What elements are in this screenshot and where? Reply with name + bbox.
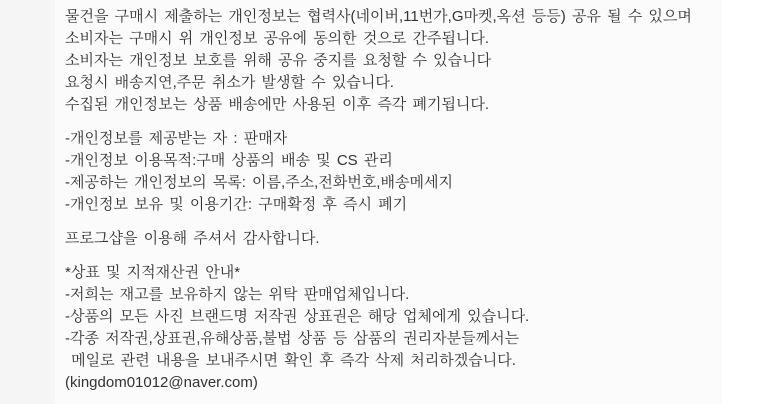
text-line: -개인정보 이용목적:구매 상품의 배송 및 CS 관리: [65, 152, 393, 169]
text-line: -상품의 모든 사진 브랜드명 저작권 상표권은 해당 업체에게 있습니다.: [65, 308, 530, 325]
notice-text-block: [65, 6, 765, 394]
text-line: 요청시 배송지연,주문 취소가 발생할 수 있습니다.: [65, 74, 394, 91]
text-line: -개인정보 보유 및 이용기간: 구매확정 후 즉시 폐기: [65, 196, 408, 213]
text-line: -제공하는 개인정보의 목록: 이름,주소,전화번호,배송메세지: [65, 174, 453, 191]
paragraph-privacy-details: [65, 128, 765, 216]
text-line: 물건을 구매시 제출하는 개인정보는 협력사(네이버,11번가,G마켓,옥션 등등) 공유 될 수 있으며: [65, 8, 692, 25]
text-line: -각종 저작권,상표권,유해상품,불법 상품 등 삼품의 권리자분들께서는: [65, 330, 520, 347]
paragraph-trademark-notice: [65, 262, 765, 394]
text-line: 소비자는 구매시 위 개인정보 공유에 동의한 것으로 간주됩니다.: [65, 30, 490, 47]
text-line: -개인정보를 제공받는 자 : 판매자: [65, 130, 288, 147]
left-gutter: [0, 0, 55, 404]
contact-email-line: (kingdom01012@naver.com): [65, 374, 258, 391]
text-line: 수집된 개인정보는 상품 배송에만 사용된 이후 즉각 폐기됩니다.: [65, 96, 490, 113]
text-line: 프로그샵을 이용해 주셔서 감사합니다.: [65, 230, 320, 247]
text-line: *상표 및 지적재산권 안내*: [65, 264, 241, 281]
text-line: 소비자는 개인정보 보호를 위해 공유 중지를 요청할 수 있습니다: [65, 52, 492, 69]
paragraph-privacy-sharing: [65, 6, 765, 116]
text-line: -저희는 재고를 보유하지 않는 위탁 판매업체입니다.: [65, 286, 410, 303]
paragraph-thanks: [65, 228, 765, 250]
text-line: 메일로 관련 내용을 보내주시면 확인 후 즉각 삭제 처리하겠습니다.: [65, 352, 516, 369]
